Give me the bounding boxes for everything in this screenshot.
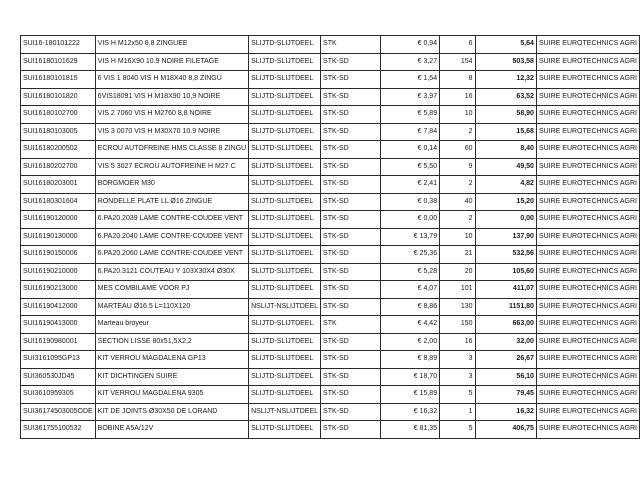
unit-price-cell: € 5,50 <box>380 158 439 176</box>
unit-cell: STK-SD <box>321 281 381 299</box>
quantity-cell: 2 <box>440 123 475 141</box>
unit-cell: STK-SD <box>321 246 381 264</box>
table-row <box>21 106 640 124</box>
unit-cell: STK-SD <box>321 228 381 246</box>
quantity-cell: 1 <box>440 403 475 421</box>
category-cell: SLIJTD-SLIJTDEEL <box>249 386 321 404</box>
quantity-cell: 16 <box>440 88 475 106</box>
description-cell: BORGMOER M30 <box>95 176 248 194</box>
quantity-cell: 5 <box>440 386 475 404</box>
unit-price-cell: € 5,28 <box>380 263 439 281</box>
quantity-cell: 6 <box>440 36 475 54</box>
table-row <box>21 403 640 421</box>
line-total-cell: 1151,80 <box>475 298 536 316</box>
supplier-cell: SUIRE EUROTECHNICS AGRI <box>536 316 639 334</box>
supplier-cell: SUIRE EUROTECHNICS AGRI <box>536 176 639 194</box>
line-total-cell: 15,20 <box>475 193 536 211</box>
part-ref-cell: SUI16180101629 <box>21 53 96 71</box>
supplier-cell: SUIRE EUROTECHNICS AGRI <box>536 263 639 281</box>
parts-table <box>20 35 640 439</box>
unit-price-cell: € 18,70 <box>380 368 439 386</box>
supplier-cell: SUIRE EUROTECHNICS AGRI <box>536 88 639 106</box>
unit-price-cell: € 8,86 <box>380 298 439 316</box>
quantity-cell: 21 <box>440 246 475 264</box>
part-ref-cell: SUI16190980001 <box>21 333 96 351</box>
line-total-cell: 79,45 <box>475 386 536 404</box>
part-ref-cell: SUI360530JD45 <box>21 368 96 386</box>
unit-cell: STK-SD <box>321 158 381 176</box>
part-ref-cell: SUI16180101820 <box>21 88 96 106</box>
line-total-cell: 663,00 <box>475 316 536 334</box>
part-ref-cell: SUI16180102700 <box>21 106 96 124</box>
description-cell: VIS H M16X90 10.9 NOIRE FILETAGE <box>95 53 248 71</box>
part-ref-cell: SUI16180101815 <box>21 71 96 89</box>
category-cell: SLIJTD-SLIJTDEEL <box>249 421 321 439</box>
unit-cell: STK-SD <box>321 123 381 141</box>
supplier-cell: SUIRE EUROTECHNICS AGRI <box>536 246 639 264</box>
part-ref-cell: SUI16-180101222 <box>21 36 96 54</box>
supplier-cell: SUIRE EUROTECHNICS AGRI <box>536 141 639 159</box>
description-cell: ECROU AUTOFREINE HMS CLASSE 8 ZINGU <box>95 141 248 159</box>
part-ref-cell: SUI3161095GP13 <box>21 351 96 369</box>
unit-cell: STK-SD <box>321 141 381 159</box>
supplier-cell: SUIRE EUROTECHNICS AGRI <box>536 36 639 54</box>
description-cell: VIS 3 0070 VIS H M30X70 10.9 NOIRE <box>95 123 248 141</box>
category-cell: SLIJTD-SLIJTDEEL <box>249 351 321 369</box>
supplier-cell: SUIRE EUROTECHNICS AGRI <box>536 211 639 229</box>
table-row <box>21 36 640 54</box>
description-cell: KIT DE JOINTS Ø30X50 DE LORAND <box>95 403 248 421</box>
line-total-cell: 0,00 <box>475 211 536 229</box>
supplier-cell: SUIRE EUROTECHNICS AGRI <box>536 403 639 421</box>
quantity-cell: 20 <box>440 263 475 281</box>
line-total-cell: 503,58 <box>475 53 536 71</box>
unit-price-cell: € 0,38 <box>380 193 439 211</box>
unit-cell: STK-SD <box>321 368 381 386</box>
quantity-cell: 3 <box>440 368 475 386</box>
unit-cell: STK-SD <box>321 298 381 316</box>
line-total-cell: 26,67 <box>475 351 536 369</box>
line-total-cell: 63,52 <box>475 88 536 106</box>
unit-cell: STK-SD <box>321 263 381 281</box>
unit-price-cell: € 81,35 <box>380 421 439 439</box>
unit-cell: STK-SD <box>321 403 381 421</box>
quantity-cell: 8 <box>440 71 475 89</box>
unit-price-cell: € 0,14 <box>380 141 439 159</box>
unit-price-cell: € 5,89 <box>380 106 439 124</box>
description-cell: 6 VIS 1 8040 VIS H M18X40 8,8 ZINGU <box>95 71 248 89</box>
part-ref-cell: SUI16190150006 <box>21 246 96 264</box>
table-row <box>21 281 640 299</box>
unit-cell: STK-SD <box>321 193 381 211</box>
table-row <box>21 141 640 159</box>
unit-price-cell: € 25,36 <box>380 246 439 264</box>
line-total-cell: 137,90 <box>475 228 536 246</box>
line-total-cell: 58,90 <box>475 106 536 124</box>
line-total-cell: 16,32 <box>475 403 536 421</box>
line-total-cell: 406,75 <box>475 421 536 439</box>
quantity-cell: 2 <box>440 211 475 229</box>
category-cell: SLIJTD-SLIJTDEEL <box>249 281 321 299</box>
quantity-cell: 10 <box>440 106 475 124</box>
category-cell: SLIJTD-SLIJTDEEL <box>249 316 321 334</box>
supplier-cell: SUIRE EUROTECHNICS AGRI <box>536 298 639 316</box>
quantity-cell: 2 <box>440 176 475 194</box>
supplier-cell: SUIRE EUROTECHNICS AGRI <box>536 421 639 439</box>
line-total-cell: 5,64 <box>475 36 536 54</box>
description-cell: MARTEAU Ø16.5 L=110X120 <box>95 298 248 316</box>
part-ref-cell: SUI16180301604 <box>21 193 96 211</box>
description-cell: BOBINE A5A/12V <box>95 421 248 439</box>
category-cell: SLIJTD-SLIJTDEEL <box>249 158 321 176</box>
description-cell: 6.PA20.2039 LAME CONTRE-COUDEE VENT <box>95 211 248 229</box>
description-cell: 6VIS18091 VIS H M18X90 10,9 NOIRE <box>95 88 248 106</box>
unit-cell: STK-SD <box>321 71 381 89</box>
quantity-cell: 9 <box>440 158 475 176</box>
part-ref-cell: SUI361755100532 <box>21 421 96 439</box>
supplier-cell: SUIRE EUROTECHNICS AGRI <box>536 228 639 246</box>
table-row <box>21 316 640 334</box>
unit-price-cell: € 8,89 <box>380 351 439 369</box>
category-cell: SLIJTD-SLIJTDEEL <box>249 228 321 246</box>
quantity-cell: 154 <box>440 53 475 71</box>
description-cell: KIT DICHTINGEN SUIRE <box>95 368 248 386</box>
category-cell: SLIJTD-SLIJTDEEL <box>249 141 321 159</box>
quantity-cell: 40 <box>440 193 475 211</box>
part-ref-cell: SUI16190130000 <box>21 228 96 246</box>
line-total-cell: 15,68 <box>475 123 536 141</box>
category-cell: SLIJTD-SLIJTDEEL <box>249 106 321 124</box>
unit-price-cell: € 2,41 <box>380 176 439 194</box>
part-ref-cell: SUI16180203001 <box>21 176 96 194</box>
category-cell: SLIJTD-SLIJTDEEL <box>249 71 321 89</box>
table-row <box>21 263 640 281</box>
description-cell: 6.PA20.2040 LAME CONTRE-COUDEE VENT <box>95 228 248 246</box>
description-cell: RONDELLE PLATE LL Ø16 ZINGUE <box>95 193 248 211</box>
unit-price-cell: € 16,32 <box>380 403 439 421</box>
unit-cell: STK-SD <box>321 176 381 194</box>
category-cell: SLIJTD-SLIJTDEEL <box>249 193 321 211</box>
supplier-cell: SUIRE EUROTECHNICS AGRI <box>536 53 639 71</box>
quantity-cell: 5 <box>440 421 475 439</box>
table-row <box>21 333 640 351</box>
table-row <box>21 421 640 439</box>
table-row <box>21 53 640 71</box>
unit-cell: STK-SD <box>321 88 381 106</box>
description-cell: VIS 5 3027 ECROU AUTOFREINE H M27 C <box>95 158 248 176</box>
supplier-cell: SUIRE EUROTECHNICS AGRI <box>536 333 639 351</box>
category-cell: NSLIJT-NSLIJTDEEL <box>249 298 321 316</box>
description-cell: Marteau broyeur <box>95 316 248 334</box>
table-row <box>21 123 640 141</box>
quantity-cell: 150 <box>440 316 475 334</box>
quantity-cell: 60 <box>440 141 475 159</box>
table-row <box>21 158 640 176</box>
description-cell: KIT VERROU MAGDALENA 9305 <box>95 386 248 404</box>
category-cell: SLIJTD-SLIJTDEEL <box>249 246 321 264</box>
unit-cell: STK-SD <box>321 421 381 439</box>
part-ref-cell: SUI16180103005 <box>21 123 96 141</box>
unit-cell: STK-SD <box>321 333 381 351</box>
description-cell: KIT VERROU MAGDALENA GP13 <box>95 351 248 369</box>
quantity-cell: 130 <box>440 298 475 316</box>
unit-price-cell: € 1,54 <box>380 71 439 89</box>
unit-price-cell: € 3,97 <box>380 88 439 106</box>
table-row <box>21 176 640 194</box>
table-row <box>21 71 640 89</box>
description-cell: 6.PA20.3121 COUTEAU Y 103X30X4 Ø30X <box>95 263 248 281</box>
unit-cell: STK <box>321 316 381 334</box>
unit-cell: STK-SD <box>321 106 381 124</box>
unit-cell: STK-SD <box>321 386 381 404</box>
part-ref-cell: SUI3610959305 <box>21 386 96 404</box>
quantity-cell: 10 <box>440 228 475 246</box>
category-cell: SLIJTD-SLIJTDEEL <box>249 211 321 229</box>
category-cell: SLIJTD-SLIJTDEEL <box>249 333 321 351</box>
part-ref-cell: SUI16190412000 <box>21 298 96 316</box>
unit-price-cell: € 2,00 <box>380 333 439 351</box>
description-cell: 6.PA20.2060 LAME CONTRE-COUDEE VENT <box>95 246 248 264</box>
table-row <box>21 246 640 264</box>
table-row <box>21 228 640 246</box>
unit-price-cell: € 7,84 <box>380 123 439 141</box>
quantity-cell: 101 <box>440 281 475 299</box>
table-row <box>21 298 640 316</box>
description-cell: MES COMBILAME VOOR PJ <box>95 281 248 299</box>
unit-price-cell: € 4,07 <box>380 281 439 299</box>
unit-price-cell: € 0,94 <box>380 36 439 54</box>
description-cell: SECTION LISSE 80x51,5X2,2 <box>95 333 248 351</box>
unit-cell: STK <box>321 36 381 54</box>
line-total-cell: 532,56 <box>475 246 536 264</box>
quantity-cell: 3 <box>440 351 475 369</box>
line-total-cell: 32,00 <box>475 333 536 351</box>
supplier-cell: SUIRE EUROTECHNICS AGRI <box>536 71 639 89</box>
table-body <box>21 36 640 439</box>
part-ref-cell: SUI16180202700 <box>21 158 96 176</box>
supplier-cell: SUIRE EUROTECHNICS AGRI <box>536 351 639 369</box>
part-ref-cell: SUI16190120000 <box>21 211 96 229</box>
supplier-cell: SUIRE EUROTECHNICS AGRI <box>536 368 639 386</box>
unit-cell: STK-SD <box>321 211 381 229</box>
unit-price-cell: € 3,27 <box>380 53 439 71</box>
line-total-cell: 4,82 <box>475 176 536 194</box>
category-cell: SLIJTD-SLIJTDEEL <box>249 53 321 71</box>
part-ref-cell: SUI16190413000 <box>21 316 96 334</box>
line-total-cell: 105,60 <box>475 263 536 281</box>
supplier-cell: SUIRE EUROTECHNICS AGRI <box>536 193 639 211</box>
table-row <box>21 368 640 386</box>
part-ref-cell: SUI16190213000 <box>21 281 96 299</box>
unit-price-cell: € 4,42 <box>380 316 439 334</box>
line-total-cell: 12,32 <box>475 71 536 89</box>
table-row <box>21 351 640 369</box>
unit-price-cell: € 15,89 <box>380 386 439 404</box>
category-cell: SLIJTD-SLIJTDEEL <box>249 263 321 281</box>
supplier-cell: SUIRE EUROTECHNICS AGRI <box>536 123 639 141</box>
quantity-cell: 16 <box>440 333 475 351</box>
category-cell: SLIJTD-SLIJTDEEL <box>249 88 321 106</box>
description-cell: VIS 2 7060 VIS H M2760 8,8 NOIRE <box>95 106 248 124</box>
unit-cell: STK-SD <box>321 351 381 369</box>
unit-price-cell: € 0,00 <box>380 211 439 229</box>
supplier-cell: SUIRE EUROTECHNICS AGRI <box>536 386 639 404</box>
category-cell: NSLIJT-NSLIJTDEEL <box>249 403 321 421</box>
part-ref-cell: SUI16180200502 <box>21 141 96 159</box>
unit-price-cell: € 13,79 <box>380 228 439 246</box>
line-total-cell: 411,07 <box>475 281 536 299</box>
supplier-cell: SUIRE EUROTECHNICS AGRI <box>536 106 639 124</box>
line-total-cell: 56,10 <box>475 368 536 386</box>
part-ref-cell: SUI16190210000 <box>21 263 96 281</box>
line-total-cell: 8,40 <box>475 141 536 159</box>
category-cell: SLIJTD-SLIJTDEEL <box>249 123 321 141</box>
line-total-cell: 49,50 <box>475 158 536 176</box>
unit-cell: STK-SD <box>321 53 381 71</box>
supplier-cell: SUIRE EUROTECHNICS AGRI <box>536 281 639 299</box>
category-cell: SLIJTD-SLIJTDEEL <box>249 36 321 54</box>
description-cell: VIS H M12x50 8.8 ZINGUEE <box>95 36 248 54</box>
table-row <box>21 211 640 229</box>
table-row <box>21 88 640 106</box>
part-ref-cell: SUI36174503005ODE <box>21 403 96 421</box>
table-row <box>21 193 640 211</box>
supplier-cell: SUIRE EUROTECHNICS AGRI <box>536 158 639 176</box>
category-cell: SLIJTD-SLIJTDEEL <box>249 176 321 194</box>
category-cell: SLIJTD-SLIJTDEEL <box>249 368 321 386</box>
table-row <box>21 386 640 404</box>
